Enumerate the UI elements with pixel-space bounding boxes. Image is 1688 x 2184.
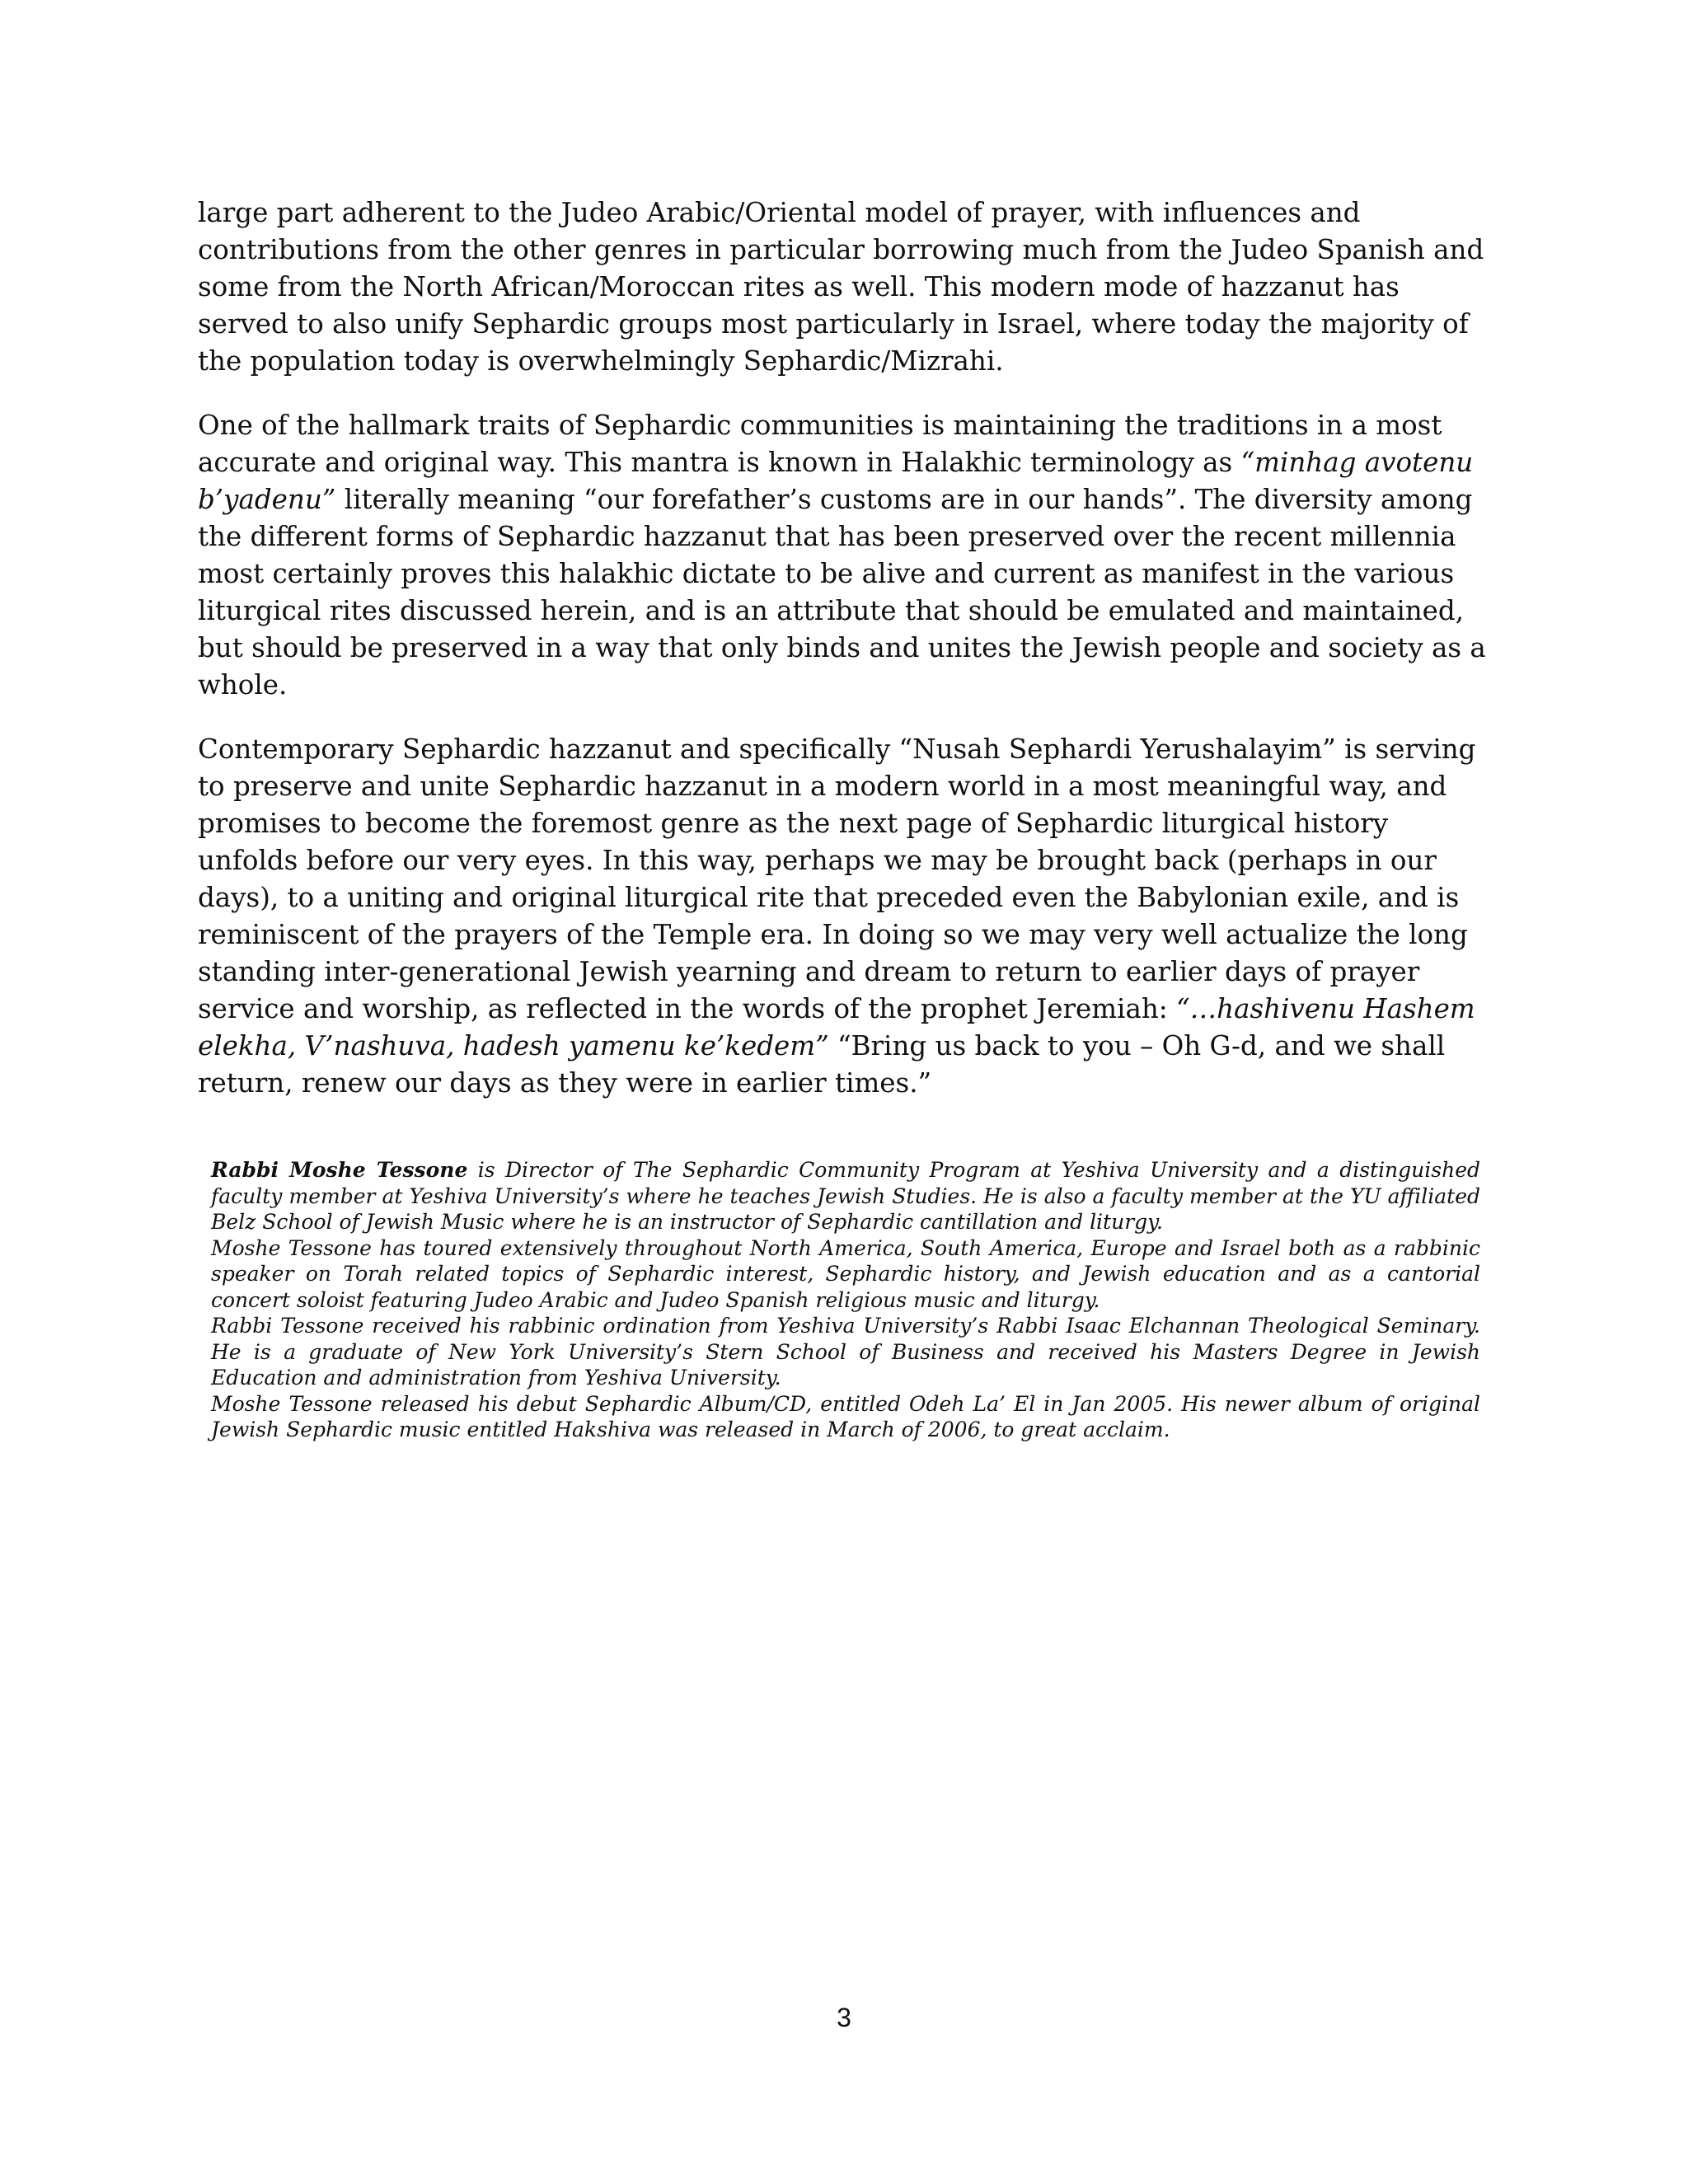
bio-author-name: Rabbi Moshe Tessone [211, 1158, 468, 1182]
paragraph-2-quote: “minhag avotenu b’yadenu” [198, 447, 1474, 515]
author-bio [211, 1157, 1480, 1443]
paragraph-3-text-b: “Bring us back to you – Oh G-d, and we shall return, renew our days as they were in earlier times.” [198, 1030, 1446, 1099]
paragraph-2-text-a: One of the hallmark traits of Sephardic communities is maintaining the traditions in a most accurate and original way. This mantra is known in Halakhic terminology as [198, 410, 1442, 478]
paragraph-2-text-b: literally meaning “our forefather’s customs are in our hands”. The diversity among the different forms of Sephardic hazzanut that has been preserved over the recent millennia most certainly proves this halakhic dictate to be alive and current as manifest in the various liturgical rites discussed herein, and is an attribute that should be emulated and maintained, but should be preserved in a way that only binds and unites the Jewish people and society as a whole. [198, 484, 1486, 701]
bio-line-1-text: is Director of The Sephardic Community Program at Yeshiva University and a distinguished faculty member at Yeshiva University’s where he teaches Jewish Studies. He is also a faculty member at the YU affiliated Belz School of Jewish Music where he is an instructor of Sephardic cantillation and liturgy. [211, 1158, 1480, 1234]
paragraph-1: large part adherent to the Judeo Arabic/Oriental model of prayer, with influences and contributions from the other genres in particular borrowing much from the Judeo Spanish and some from the North African/Moroccan rites as well. This modern mode of hazzanut has served to also unify Sephardic groups most particularly in Israel, where today the majority of the population today is overwhelmingly Sephardic/Mizrahi. [198, 197, 1484, 377]
paragraph-3-text-a: Contemporary Sephardic hazzanut and specifically “Nusah Sephardi Yerushalayim” is serving to preserve and unite Sephardic hazzanut in a modern world in a most meaningful way, and promises to become the foremost genre as the next page of Sephardic liturgical history unfolds before our very eyes. In this way, perhaps we may be brought back (perhaps in our days), to a uniting and original liturgical rite that preceded even the Babylonian exile, and is reminiscent of the prayers of the Temple era. In doing so we may very well actualize the long standing inter-generational Jewish yearning and dream to return to earlier days of prayer service and worship, as reflected in the words of the prophet Jeremiah: [198, 733, 1476, 1024]
bio-line-3: Rabbi Tessone received his rabbinic ordination from Yeshiva University’s Rabbi Isaac Elchannan Theological Seminary. He is a graduate of New York University’s Stern School of Business and received his Masters Degree in Jewish Education and administration from Yeshiva University. [211, 1314, 1480, 1390]
paragraph-2 [198, 407, 1493, 704]
paragraph-3-quote: “…hashivenu Hashem elekha, V’nashuva, hadesh yamenu ke’kedem” [198, 993, 1475, 1062]
main-text [198, 194, 1493, 1129]
bio-line-1 [211, 1157, 1480, 1235]
bio-line-4: Moshe Tessone released his debut Sephardic Album/CD, entitled Odeh La’ El in Jan 2005. His newer album of original Jewish Sephardic music entitled Hakshiva was released in March of 2006, to great acclaim. [211, 1391, 1480, 1441]
paragraph-3 [198, 731, 1493, 1102]
bio-line-2: Moshe Tessone has toured extensively throughout North America, South America, Europe and Israel both as a rabbinic speaker on Torah related topics of Sephardic interest, Sephardic history, and Jewish education and as a cantorial concert soloist featuring Judeo Arabic and Judeo Spanish religious music and liturgy. [211, 1235, 1480, 1312]
page-number: 3 [837, 2003, 851, 2032]
